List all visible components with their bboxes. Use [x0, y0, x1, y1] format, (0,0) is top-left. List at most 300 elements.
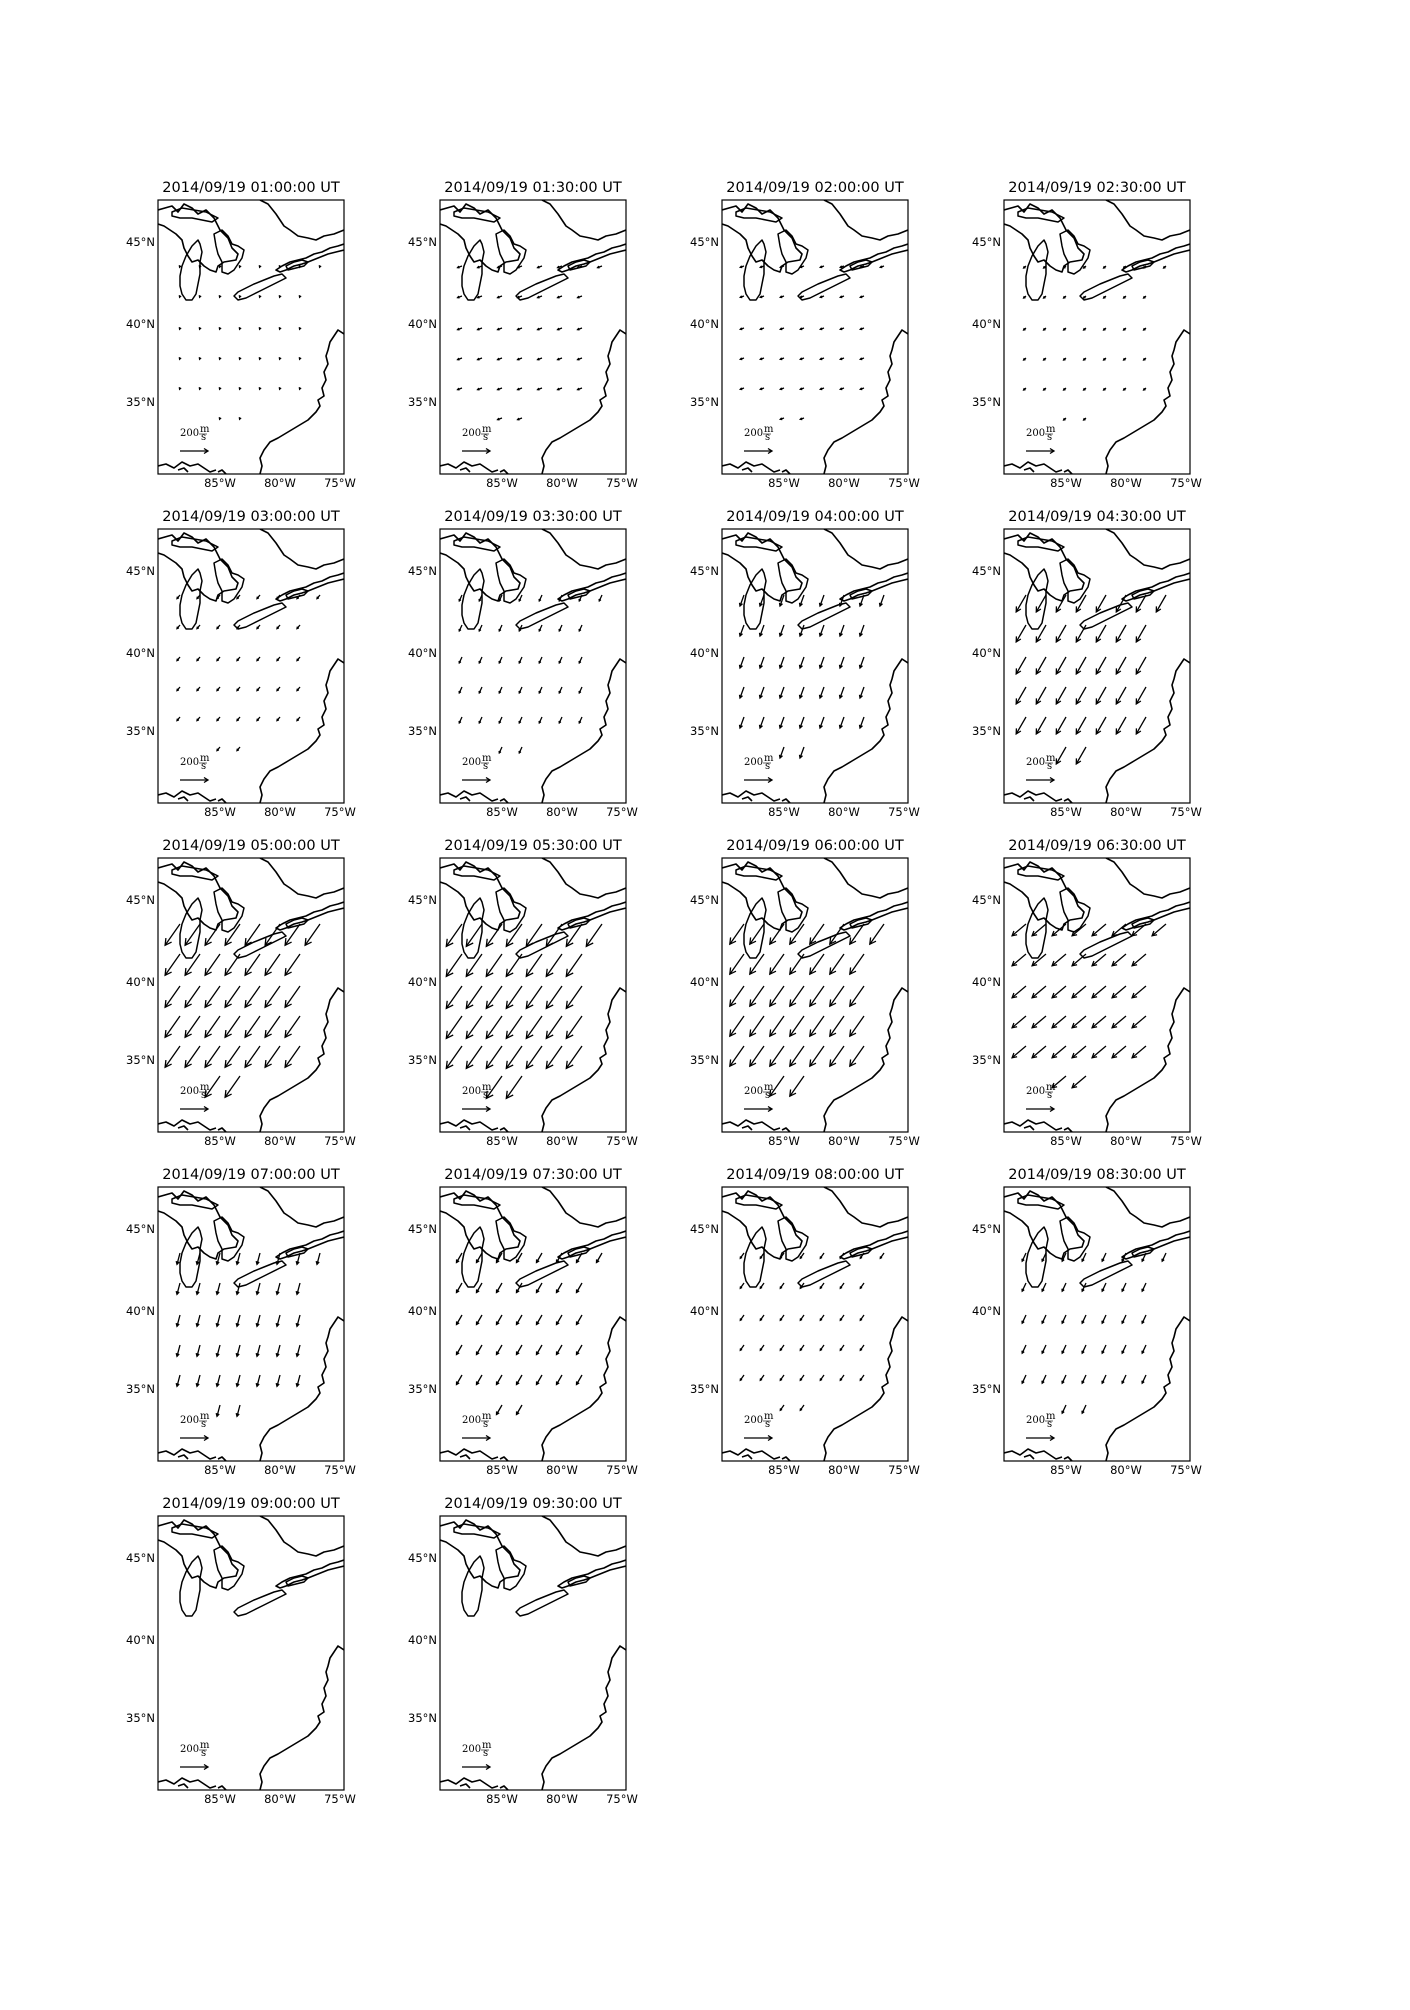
lat-tick-label: 45°N — [126, 893, 155, 907]
lat-tick-label: 45°N — [408, 1222, 437, 1236]
map-panel — [118, 1496, 418, 1826]
lat-tick-label: 40°N — [690, 646, 719, 660]
lat-tick-label: 40°N — [972, 975, 1001, 989]
wind-vector — [1076, 625, 1086, 642]
wind-vector — [526, 1016, 542, 1038]
coastline — [158, 204, 238, 272]
scale-unit-top: m — [764, 1411, 774, 1422]
wind-vector — [205, 1046, 220, 1067]
panel-title: 2014/09/19 08:00:00 UT — [726, 1167, 904, 1183]
map-plot — [964, 1187, 1264, 1497]
coastline — [722, 533, 802, 601]
wind-vector — [770, 1016, 784, 1036]
lat-tick-label: 35°N — [690, 1382, 719, 1396]
wind-vector — [1112, 954, 1126, 966]
lat-tick-label: 35°N — [972, 724, 1001, 738]
wind-vector — [1072, 954, 1086, 966]
wind-vector — [185, 986, 200, 1007]
wind-vector — [1136, 687, 1146, 704]
coastline — [260, 1317, 344, 1461]
lon-tick-label: 80°W — [264, 1463, 296, 1477]
wind-vector — [750, 1016, 764, 1036]
scale-arrow — [180, 449, 208, 454]
coastline — [440, 862, 520, 930]
coastline — [178, 468, 226, 474]
coastline — [742, 1455, 790, 1461]
coastline — [542, 330, 626, 474]
coastline — [824, 1187, 908, 1227]
lat-tick-label: 45°N — [690, 893, 719, 907]
wind-vector — [1052, 954, 1066, 966]
scale-unit-top: m — [200, 1740, 210, 1751]
wind-vector — [1072, 1016, 1086, 1028]
scale-arrow — [180, 1107, 208, 1112]
coastline — [824, 529, 908, 569]
wind-vector — [1076, 747, 1086, 764]
lon-tick-label: 80°W — [264, 476, 296, 490]
wind-vector — [830, 1046, 844, 1066]
wind-vector — [205, 954, 220, 975]
map-panel — [964, 1167, 1264, 1497]
wind-vector — [1076, 717, 1086, 734]
coastline — [1024, 468, 1072, 474]
scale-unit-bottom: s — [765, 761, 771, 772]
wind-vector — [1096, 595, 1106, 612]
wind-vector — [830, 924, 844, 944]
scale-unit-top: m — [482, 1411, 492, 1422]
wind-vector — [1136, 657, 1146, 674]
map-panel — [118, 180, 418, 510]
wind-vector — [750, 986, 764, 1006]
map-plot — [400, 1516, 700, 1826]
wind-vector — [810, 954, 824, 974]
wind-vector — [1072, 924, 1086, 936]
wind-vector — [810, 1046, 824, 1066]
wind-vector — [810, 1016, 824, 1036]
coastline — [178, 797, 226, 803]
wind-vector — [1012, 1016, 1026, 1028]
map-panel — [682, 509, 982, 839]
lon-tick-label: 80°W — [828, 1134, 860, 1148]
scale-label: 200 — [180, 757, 200, 768]
lat-tick-label: 40°N — [408, 1304, 437, 1318]
wind-vector-head — [219, 387, 221, 389]
scale-arrow — [180, 778, 208, 783]
wind-vector — [466, 1016, 482, 1038]
coastline — [542, 858, 626, 898]
scale-unit-bottom: s — [483, 1748, 489, 1759]
scale-arrow — [1026, 1436, 1054, 1441]
coastline — [260, 858, 344, 898]
lat-tick-label: 40°N — [972, 646, 1001, 660]
lat-tick-label: 35°N — [126, 1053, 155, 1067]
wind-vector — [466, 1046, 482, 1068]
wind-vector — [1132, 924, 1146, 936]
coastline — [460, 468, 508, 474]
coastline — [260, 529, 344, 569]
lat-tick-label: 35°N — [126, 395, 155, 409]
wind-vector-head — [239, 295, 241, 297]
wind-vector-head — [299, 265, 301, 267]
wind-vector — [546, 1016, 562, 1038]
lake-outline — [180, 1556, 202, 1616]
scale-unit-top: m — [200, 753, 210, 764]
coastline — [824, 659, 908, 803]
wind-vector-head — [259, 387, 261, 389]
wind-vector — [770, 1046, 784, 1066]
coastline — [460, 1126, 508, 1132]
wind-vector — [1096, 687, 1106, 704]
scale-arrow — [744, 778, 772, 783]
wind-vector — [730, 986, 744, 1006]
wind-vector — [1132, 1016, 1146, 1028]
wind-vector — [506, 954, 522, 976]
coastline — [1106, 1317, 1190, 1461]
lake-outline — [180, 898, 202, 958]
wind-vector — [1132, 954, 1146, 966]
lat-tick-label: 45°N — [408, 235, 437, 249]
panel-title: 2014/09/19 08:30:00 UT — [1008, 1167, 1186, 1183]
wind-vector — [1036, 625, 1046, 642]
scale-unit-bottom: s — [201, 432, 207, 443]
lat-tick-label: 40°N — [408, 646, 437, 660]
lat-tick-label: 45°N — [126, 564, 155, 578]
wind-vector — [486, 954, 502, 976]
wind-vector — [1112, 1016, 1126, 1028]
lon-tick-label: 85°W — [1050, 476, 1082, 490]
scale-unit-bottom: s — [1047, 1090, 1053, 1101]
wind-vector — [1056, 625, 1066, 642]
lon-tick-label: 75°W — [324, 1792, 356, 1806]
coastline — [722, 204, 802, 272]
lon-tick-label: 85°W — [1050, 1463, 1082, 1477]
wind-vector — [750, 1046, 764, 1066]
wind-vector-head — [199, 327, 201, 329]
wind-vector-head — [199, 357, 201, 359]
scale-label: 200 — [744, 757, 764, 768]
wind-vector — [446, 1016, 462, 1038]
wind-vector-head — [259, 357, 261, 359]
wind-vector — [546, 1046, 562, 1068]
wind-vector-head — [299, 295, 301, 297]
wind-vector — [225, 924, 240, 945]
wind-vector-head — [199, 295, 201, 297]
wind-vector — [850, 1046, 864, 1066]
wind-vector — [1072, 1076, 1086, 1088]
lon-tick-label: 75°W — [324, 805, 356, 819]
coastline — [260, 988, 344, 1132]
map-plot — [118, 200, 418, 510]
wind-vector — [1156, 595, 1166, 612]
scale-arrow — [462, 1436, 490, 1441]
wind-vector — [526, 1046, 542, 1068]
lat-tick-label: 45°N — [126, 1551, 155, 1565]
wind-vector — [566, 1016, 582, 1038]
lat-tick-label: 40°N — [690, 975, 719, 989]
coastline — [460, 797, 508, 803]
lat-tick-label: 35°N — [126, 1711, 155, 1725]
wind-vector — [486, 924, 502, 946]
wind-vector — [1116, 625, 1126, 642]
scale-arrow — [744, 1436, 772, 1441]
lon-tick-label: 75°W — [888, 805, 920, 819]
coastline — [158, 1520, 238, 1588]
scale-label: 200 — [462, 1744, 482, 1755]
scale-unit-top: m — [764, 753, 774, 764]
lon-tick-label: 75°W — [606, 1792, 638, 1806]
wind-vector — [790, 986, 804, 1006]
wind-vector — [790, 924, 804, 944]
wind-vector — [205, 1016, 220, 1037]
lon-tick-label: 80°W — [1110, 805, 1142, 819]
lon-tick-label: 85°W — [768, 1134, 800, 1148]
wind-vector — [730, 1016, 744, 1036]
lon-tick-label: 75°W — [324, 1463, 356, 1477]
lake-outline — [516, 1590, 568, 1616]
wind-vector — [1012, 986, 1026, 998]
scale-label: 200 — [180, 1744, 200, 1755]
lon-tick-label: 85°W — [1050, 1134, 1082, 1148]
lat-tick-label: 35°N — [690, 1053, 719, 1067]
lon-tick-label: 75°W — [324, 476, 356, 490]
lon-tick-label: 85°W — [486, 1792, 518, 1806]
lat-tick-label: 35°N — [408, 1053, 437, 1067]
wind-vector-head — [179, 327, 181, 329]
lat-tick-label: 35°N — [408, 1382, 437, 1396]
wind-vector — [790, 1076, 804, 1096]
coastline — [260, 200, 344, 240]
wind-vector — [486, 1046, 502, 1068]
wind-vector — [1092, 924, 1106, 936]
wind-vector-head — [179, 295, 181, 297]
scale-unit-top: m — [1046, 1082, 1056, 1093]
lon-tick-label: 80°W — [828, 805, 860, 819]
panel-title: 2014/09/19 01:00:00 UT — [162, 180, 340, 196]
coastline — [260, 330, 344, 474]
scale-unit-top: m — [482, 1740, 492, 1751]
lon-tick-label: 80°W — [264, 1792, 296, 1806]
scale-arrow — [180, 1436, 208, 1441]
scale-arrow — [744, 449, 772, 454]
wind-vector — [1056, 747, 1066, 764]
wind-vector — [1052, 924, 1066, 936]
wind-vector — [526, 954, 542, 976]
wind-vector-head — [219, 327, 221, 329]
scale-arrow — [462, 1765, 490, 1770]
lake-outline — [496, 1546, 526, 1590]
map-plot — [400, 1187, 700, 1497]
wind-vector — [165, 1046, 180, 1067]
map-plot — [964, 529, 1264, 839]
lon-tick-label: 75°W — [606, 805, 638, 819]
lon-tick-label: 75°W — [888, 1463, 920, 1477]
lake-outline — [234, 1590, 286, 1616]
wind-vector — [566, 954, 582, 976]
scale-label: 200 — [462, 757, 482, 768]
map-plot — [118, 529, 418, 839]
lake-outline — [462, 898, 484, 958]
scale-label: 200 — [744, 428, 764, 439]
wind-vector — [486, 986, 502, 1008]
lat-tick-label: 40°N — [408, 1633, 437, 1647]
coastline — [824, 988, 908, 1132]
scale-label: 200 — [1026, 757, 1046, 768]
lon-tick-label: 85°W — [486, 1134, 518, 1148]
wind-vector — [245, 954, 260, 975]
lon-tick-label: 85°W — [204, 1463, 236, 1477]
coastline — [542, 529, 626, 569]
lon-tick-label: 75°W — [888, 476, 920, 490]
lat-tick-label: 45°N — [408, 893, 437, 907]
wind-vector — [245, 1016, 260, 1037]
wind-vector — [205, 924, 220, 945]
wind-vector — [1012, 924, 1026, 936]
wind-vector — [285, 954, 300, 975]
panel-title: 2014/09/19 05:30:00 UT — [444, 838, 622, 854]
lon-tick-label: 85°W — [486, 1463, 518, 1477]
panel-title: 2014/09/19 02:30:00 UT — [1008, 180, 1186, 196]
coastline — [440, 1191, 520, 1259]
wind-vector — [245, 986, 260, 1007]
coastline — [542, 1646, 626, 1790]
lat-tick-label: 35°N — [408, 724, 437, 738]
wind-vector — [165, 1016, 180, 1037]
wind-vector — [830, 1016, 844, 1036]
wind-vector — [1096, 625, 1106, 642]
panel-title: 2014/09/19 02:00:00 UT — [726, 180, 904, 196]
scale-label: 200 — [744, 1415, 764, 1426]
wind-vector — [1152, 924, 1166, 936]
scale-unit-top: m — [200, 1411, 210, 1422]
scale-unit-bottom: s — [201, 761, 207, 772]
wind-vector — [1136, 717, 1146, 734]
lake-outline — [462, 1556, 484, 1616]
scale-label: 200 — [462, 1086, 482, 1097]
panel-title: 2014/09/19 09:30:00 UT — [444, 1496, 622, 1512]
scale-unit-top: m — [200, 1082, 210, 1093]
panel-title: 2014/09/19 03:30:00 UT — [444, 509, 622, 525]
coastline — [1004, 1191, 1084, 1259]
map-plot — [118, 1187, 418, 1497]
coastline — [1024, 797, 1072, 803]
wind-vector — [1092, 986, 1106, 998]
wind-vector — [1012, 1046, 1026, 1058]
wind-vector — [730, 1046, 744, 1066]
lat-tick-label: 35°N — [408, 395, 437, 409]
wind-vector — [1032, 1046, 1046, 1058]
scale-unit-top: m — [1046, 1411, 1056, 1422]
scale-unit-bottom: s — [765, 1419, 771, 1430]
scale-unit-top: m — [1046, 753, 1056, 764]
map-panel — [118, 838, 418, 1168]
wind-vector — [1056, 687, 1066, 704]
panel-title: 2014/09/19 07:30:00 UT — [444, 1167, 622, 1183]
scale-label: 200 — [180, 1086, 200, 1097]
scale-label: 200 — [462, 428, 482, 439]
scale-arrow — [462, 449, 490, 454]
lat-tick-label: 35°N — [972, 395, 1001, 409]
lake-outline — [180, 569, 202, 629]
lon-tick-label: 75°W — [606, 1134, 638, 1148]
lat-tick-label: 40°N — [126, 317, 155, 331]
wind-vector — [1036, 717, 1046, 734]
panel-title: 2014/09/19 06:30:00 UT — [1008, 838, 1186, 854]
lat-tick-label: 40°N — [126, 646, 155, 660]
map-panel — [964, 509, 1264, 839]
wind-vector — [850, 986, 864, 1006]
lon-tick-label: 80°W — [1110, 1134, 1142, 1148]
coastline — [158, 862, 238, 930]
lake-outline — [744, 1227, 766, 1287]
coastline — [824, 330, 908, 474]
map-panel — [964, 180, 1264, 510]
coastline — [542, 659, 626, 803]
scale-unit-bottom: s — [201, 1090, 207, 1101]
lon-tick-label: 85°W — [768, 1463, 800, 1477]
coastline — [460, 1455, 508, 1461]
coastline — [440, 204, 520, 272]
coastline — [1024, 1126, 1072, 1132]
lat-tick-label: 45°N — [408, 1551, 437, 1565]
wind-vector — [265, 954, 280, 975]
scale-arrow — [744, 1107, 772, 1112]
scale-label: 200 — [180, 1415, 200, 1426]
scale-unit-bottom: s — [765, 432, 771, 443]
coastline — [1004, 204, 1084, 272]
wind-vector — [486, 1016, 502, 1038]
wind-vector — [830, 986, 844, 1006]
wind-vector-head — [219, 265, 221, 267]
wind-vector — [1116, 717, 1126, 734]
map-plot — [682, 1187, 982, 1497]
lat-tick-label: 45°N — [972, 564, 1001, 578]
coastline — [824, 1317, 908, 1461]
lake-outline — [778, 230, 808, 274]
wind-vector — [1092, 1016, 1106, 1028]
wind-vector — [225, 1016, 240, 1037]
wind-vector-head — [279, 327, 281, 329]
map-panel — [400, 1167, 700, 1497]
wind-vector-head — [279, 265, 281, 267]
wind-vector-head — [279, 295, 281, 297]
wind-vector-head — [239, 387, 241, 389]
panel-title: 2014/09/19 01:30:00 UT — [444, 180, 622, 196]
wind-vector — [285, 1046, 300, 1067]
wind-vector — [506, 924, 522, 946]
wind-vector-head — [199, 387, 201, 389]
wind-vector — [1036, 657, 1046, 674]
wind-vector — [770, 954, 784, 974]
wind-vector — [1032, 1016, 1046, 1028]
panel-title: 2014/09/19 06:00:00 UT — [726, 838, 904, 854]
map-panel — [118, 509, 418, 839]
wind-vector-head — [219, 357, 221, 359]
wind-vector — [1096, 717, 1106, 734]
lake-outline — [462, 240, 484, 300]
lon-tick-label: 80°W — [828, 1463, 860, 1477]
wind-vector — [1112, 986, 1126, 998]
lon-tick-label: 75°W — [888, 1134, 920, 1148]
coastline — [260, 1187, 344, 1227]
lon-tick-label: 85°W — [768, 805, 800, 819]
coastline — [1024, 1455, 1072, 1461]
map-panel — [964, 838, 1264, 1168]
coastline — [260, 1516, 344, 1556]
wind-vector — [566, 986, 582, 1008]
scale-unit-bottom: s — [1047, 761, 1053, 772]
wind-vector — [506, 986, 522, 1008]
lon-tick-label: 85°W — [486, 476, 518, 490]
